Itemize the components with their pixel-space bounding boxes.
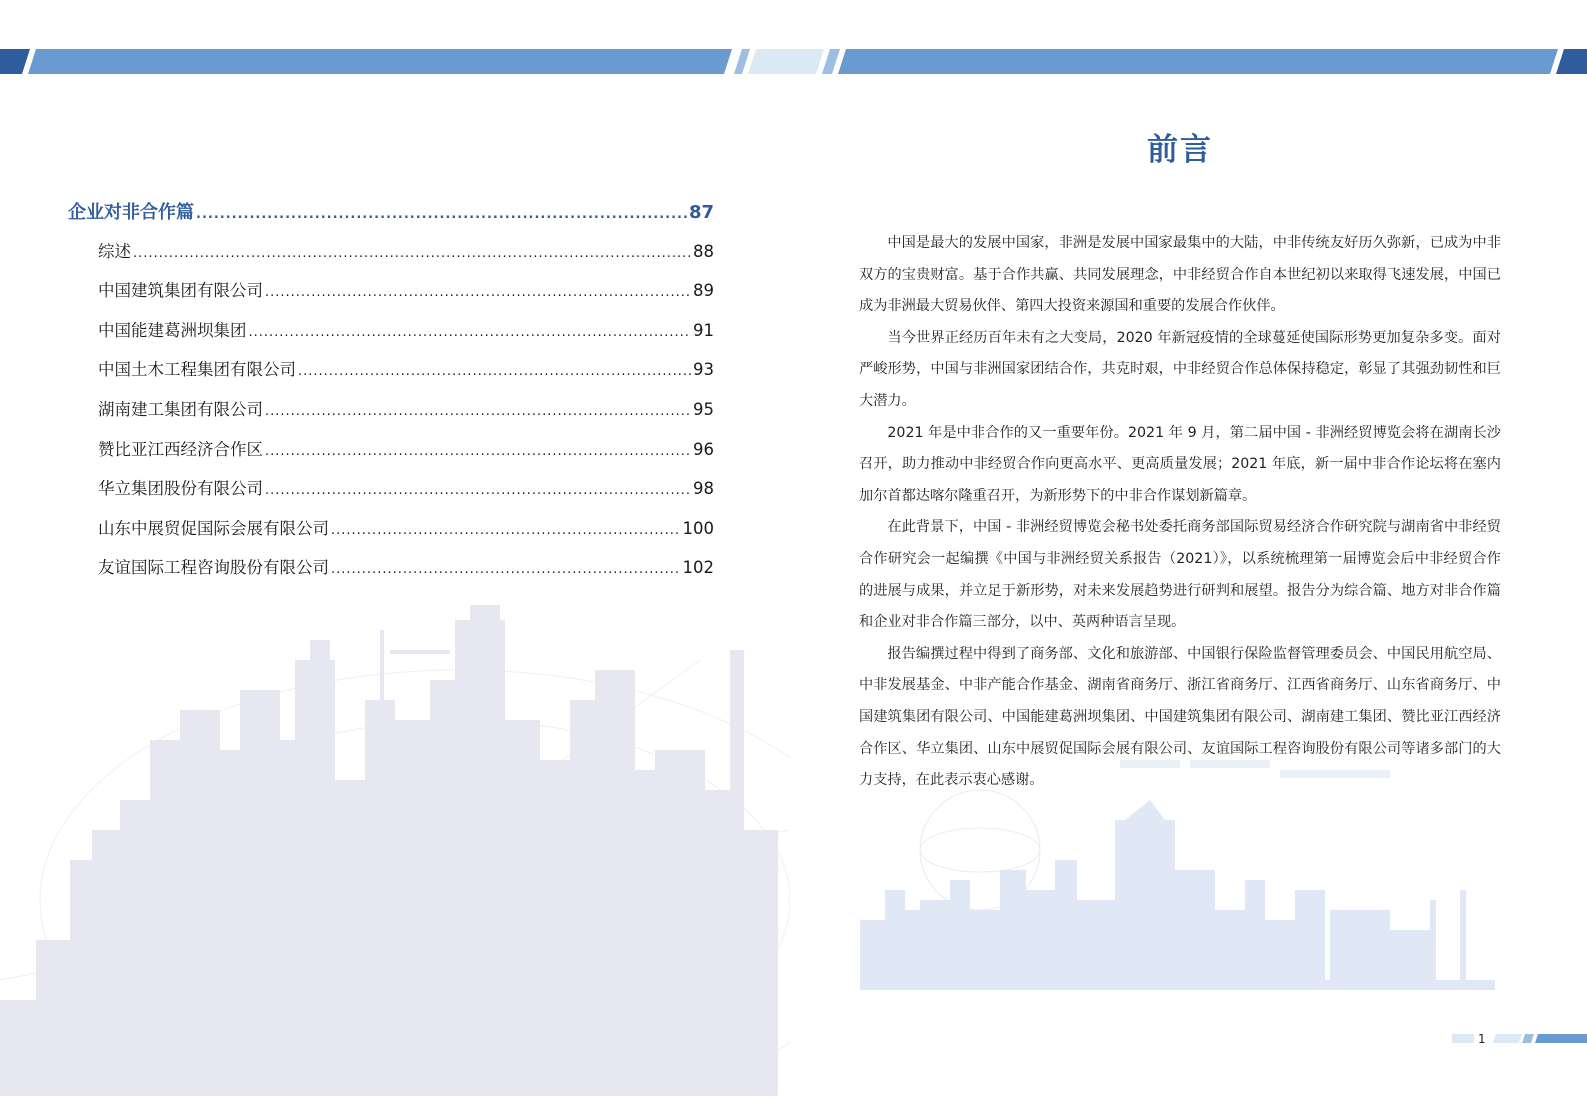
- toc-leader-dots: [265, 483, 691, 498]
- toc-item-page: 88: [693, 241, 714, 261]
- toc-section-title: 企业对非合作篇: [68, 202, 194, 223]
- toc-item-page: 96: [693, 439, 714, 459]
- toc-leader-dots: [298, 364, 691, 379]
- toc-leader-dots: [331, 562, 681, 577]
- toc-item[interactable]: [68, 515, 714, 555]
- toc-item[interactable]: [68, 554, 714, 594]
- preface-title: 前言: [1147, 132, 1213, 168]
- toc-item[interactable]: [68, 396, 714, 436]
- toc-item[interactable]: [68, 277, 714, 317]
- toc-section-page: 87: [688, 202, 714, 223]
- preface-paragraph: 当今世界正经历百年未有之大变局，2020 年新冠疫情的全球蔓延使国际形势更加复杂多变。面对严峻形势，中国与非洲国家团结合作，共克时艰，中非经贸合作总体保持稳定，彰显了其强劲韧性和巨大潜力。: [859, 329, 1501, 409]
- toc-item-title: 中国建筑集团有限公司: [98, 281, 263, 301]
- preface-body: [859, 228, 1501, 797]
- toc-leader-dots: [331, 523, 681, 538]
- toc-item-page: 102: [682, 558, 714, 578]
- preface-paragraph: 中国是最大的发展中国家，非洲是发展中国家最集中的大陆，中非传统友好历久弥新，已成为中非双方的宝贵财富。基于合作共赢、共同发展理念，中非经贸合作自本世纪初以来取得飞速发展，中国已成为非洲最大贸易伙伴、第四大投资来源国和重要的发展合作伙伴。: [859, 235, 1501, 315]
- toc-item-title: 综述: [98, 241, 131, 261]
- toc-item[interactable]: [68, 475, 714, 515]
- toc-leader-dots: [265, 404, 691, 419]
- preface-paragraph: 报告编撰过程中得到了商务部、文化和旅游部、中国银行保险监督管理委员会、中国民用航空局、中非发展基金、中非产能合作基金、湖南省商务厅、浙江省商务厅、江西省商务厅、山东省商务厅、中国建筑集团有限公司、中国能建葛洲坝集团、中国建筑集团有限公司、湖南建工集团、赞比亚江西经济合作区、华立集团、山东中展贸促国际会展有限公司、友谊国际工程咨询股份有限公司等诸多部门的大力支持，在此表示衷心感谢。: [859, 645, 1501, 789]
- table-of-contents: [68, 198, 714, 594]
- toc-item-page: 93: [693, 360, 714, 380]
- top-banner: [0, 49, 1587, 74]
- toc-item-page: 91: [693, 320, 714, 340]
- toc-item-title: 赞比亚江西经济合作区: [98, 439, 263, 459]
- toc-leader-dots: [249, 325, 692, 340]
- toc-item-page: 89: [693, 281, 714, 301]
- toc-item-title: 中国能建葛洲坝集团: [98, 320, 247, 340]
- preface-paragraph: 2021 年是中非合作的又一重要年份。2021 年 9 月，第二届中国 - 非洲经贸博览会将在湖南长沙召开，助力推动中非经贸合作向更高水平、更高质量发展；2021 年底，新一届中非合作论坛将在塞内加尔首都达喀尔隆重召开，为新形势下的中非合作谋划新篇章。: [859, 424, 1501, 504]
- toc-item[interactable]: [68, 356, 714, 396]
- toc-item-page: 98: [693, 479, 714, 499]
- toc-item-title: 湖南建工集团有限公司: [98, 399, 263, 419]
- toc-leader-dots: [265, 444, 691, 459]
- page-number: 1: [1478, 1032, 1486, 1046]
- toc-leader-dots: [196, 207, 687, 222]
- toc-item-title: 友谊国际工程咨询股份有限公司: [98, 558, 329, 578]
- toc-item-page: 95: [693, 399, 714, 419]
- toc-leader-dots: [133, 246, 691, 261]
- toc-item-title: 山东中展贸促国际会展有限公司: [98, 518, 329, 538]
- toc-item-title: 中国土木工程集团有限公司: [98, 360, 296, 380]
- footer-decoration: [1452, 1032, 1587, 1048]
- toc-item[interactable]: [68, 317, 714, 357]
- toc-item-title: 华立集团股份有限公司: [98, 479, 263, 499]
- toc-item[interactable]: [68, 238, 714, 278]
- preface-paragraph: 在此背景下，中国 - 非洲经贸博览会秘书处委托商务部国际贸易经济合作研究院与湖南省中非经贸合作研究会一起编撰《中国与非洲经贸关系报告（2021）》，以系统梳理第一届博览会后中非经贸合作的进展与成果，并立足于新形势，对未来发展趋势进行研判和展望。报告分为综合篇、地方对非合作篇和企业对非合作篇三部分，以中、英两种语言呈现。: [859, 519, 1501, 631]
- toc-leader-dots: [265, 285, 691, 300]
- toc-section[interactable]: [68, 198, 714, 238]
- toc-item-page: 100: [682, 518, 714, 538]
- toc-item[interactable]: [68, 436, 714, 476]
- city-skyline-illustration: [0, 600, 790, 1096]
